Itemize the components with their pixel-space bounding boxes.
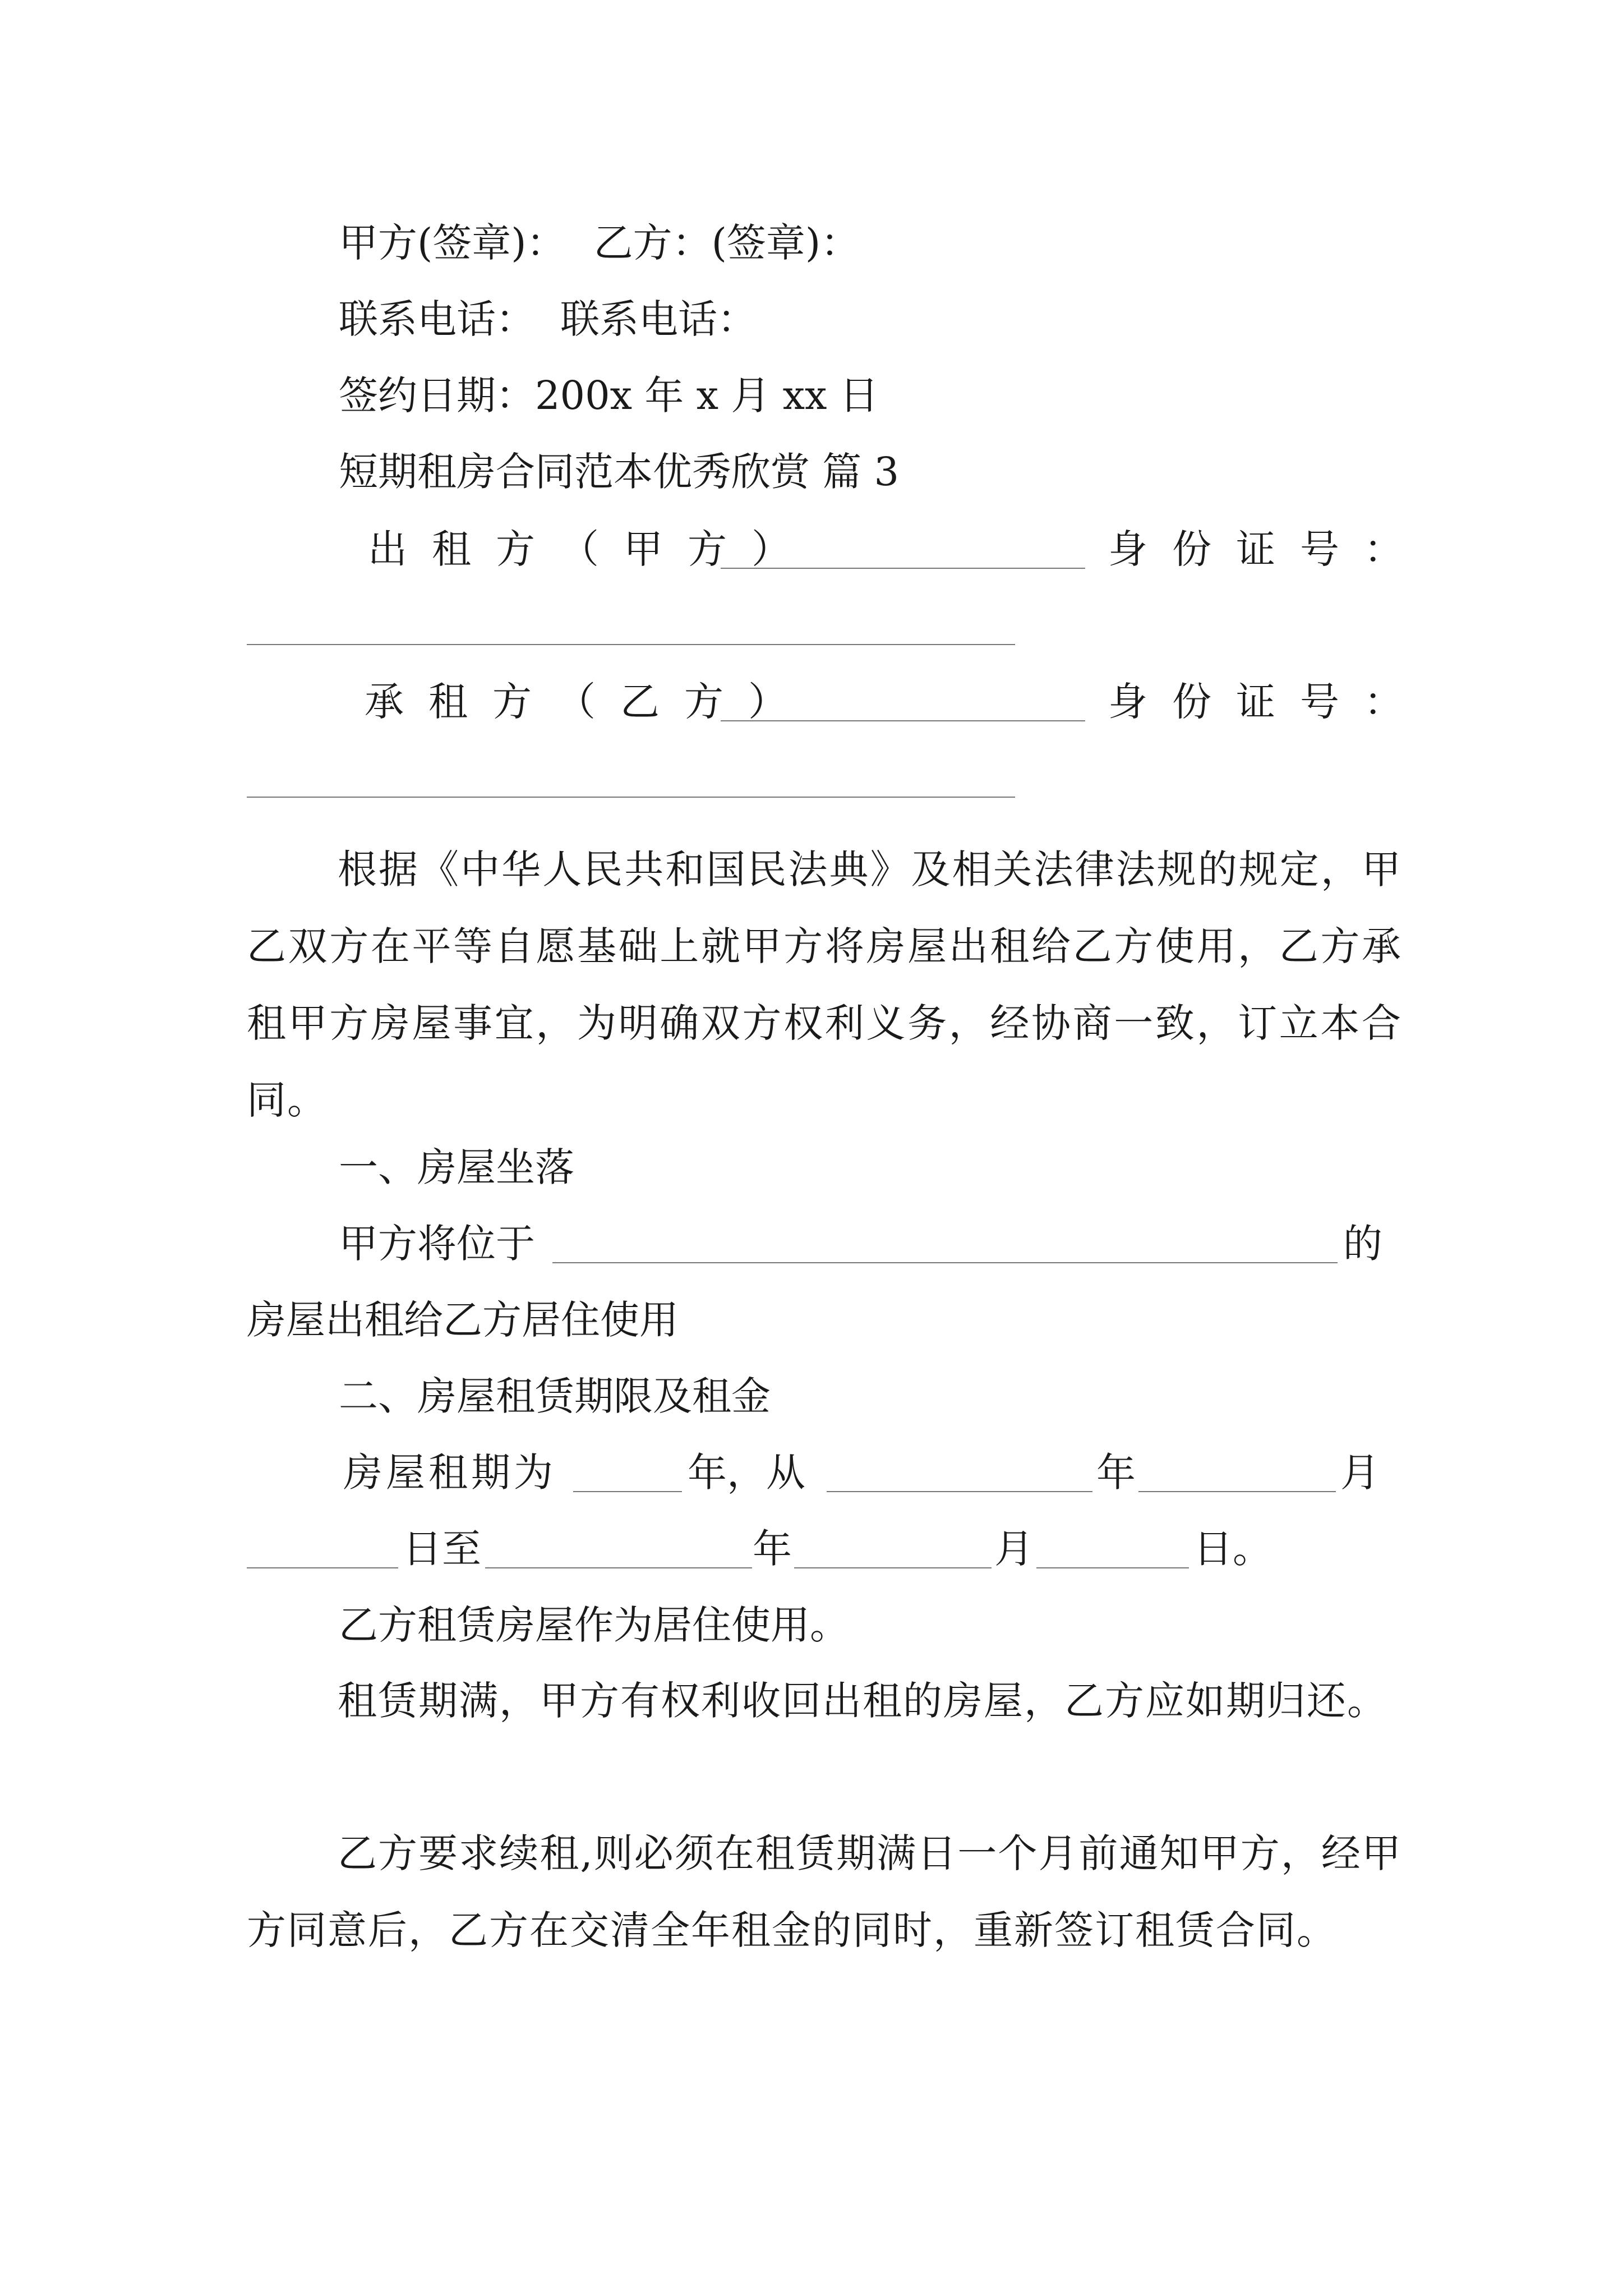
phone-line	[339, 296, 757, 342]
clause2-heading: 二、房屋租赁期限及租金	[339, 1373, 771, 1419]
end-day-label: 日。	[1193, 1526, 1272, 1572]
party-a-sign: 甲方(签章)：	[339, 220, 566, 266]
lessee-line	[365, 679, 812, 725]
term-prefix: 房屋租期为	[343, 1450, 556, 1496]
clause1-heading: 一、房屋坐落	[339, 1144, 574, 1190]
section-title: 短期租房合同范本优秀欣赏 篇 3	[339, 449, 900, 495]
lessee-id-blank	[247, 797, 1015, 798]
lessor-label: 出租方（甲方）	[368, 526, 815, 572]
location-blank	[552, 1262, 1338, 1263]
clause1-location-end: 的	[1343, 1221, 1382, 1267]
clause1-location-start: 甲方将位于	[339, 1221, 535, 1267]
end-year-blank	[485, 1567, 752, 1568]
phone-b-label: 联系电话：	[560, 296, 757, 342]
lessee-id-label: 身份证号：	[1108, 679, 1428, 725]
lessor-name-blank	[721, 568, 1085, 569]
start-day-blank	[247, 1567, 398, 1568]
signature-line	[339, 220, 860, 266]
renewal-paragraph: 乙方要求续租,则必须在租赁期满日一个月前通知甲方，经甲方同意后，乙方在交清全年租金的同时，重新签订租赁合同。	[247, 1830, 1402, 1953]
end-month-blank	[794, 1567, 992, 1568]
expiry-paragraph: 租赁期满，甲方有权利收回出租的房屋，乙方应如期归还。	[338, 1678, 1387, 1724]
start-month-blank	[1138, 1491, 1336, 1492]
term-years-blank	[573, 1491, 682, 1492]
end-day-blank	[1036, 1567, 1189, 1568]
lessee-label: 承租方（乙方）	[365, 679, 812, 725]
lessor-line	[368, 526, 815, 572]
lessor-id-blank	[247, 644, 1015, 645]
start-month-label: 月	[1340, 1450, 1380, 1496]
day-to-label: 日至	[403, 1526, 481, 1572]
term-year-label: 年，从	[688, 1450, 805, 1496]
phone-a-label: 联系电话：	[339, 296, 535, 342]
start-year-blank	[827, 1491, 1092, 1492]
preamble-paragraph: 根据《中华人民共和国民法典》及相关法律法规的规定，甲乙双方在平等自愿基础上就甲方将房屋出租给乙方使用，乙方承租甲方房屋事宜，为明确双方权利义务，经协商一致，订立本合同。	[247, 846, 1402, 1123]
end-month-label: 月	[994, 1526, 1034, 1572]
lessor-id-label: 身份证号：	[1108, 526, 1428, 572]
lessee-name-blank	[721, 720, 1085, 721]
sign-date: 签约日期：200x 年 x 月 xx 日	[339, 372, 879, 418]
party-b-sign: 乙方：(签章)：	[593, 220, 860, 266]
end-year-label: 年	[753, 1526, 792, 1572]
use-clause: 乙方租赁房屋作为居住使用。	[339, 1602, 849, 1648]
clause1-line2: 房屋出租给乙方居住使用	[247, 1297, 679, 1343]
start-year-label: 年	[1096, 1450, 1136, 1496]
